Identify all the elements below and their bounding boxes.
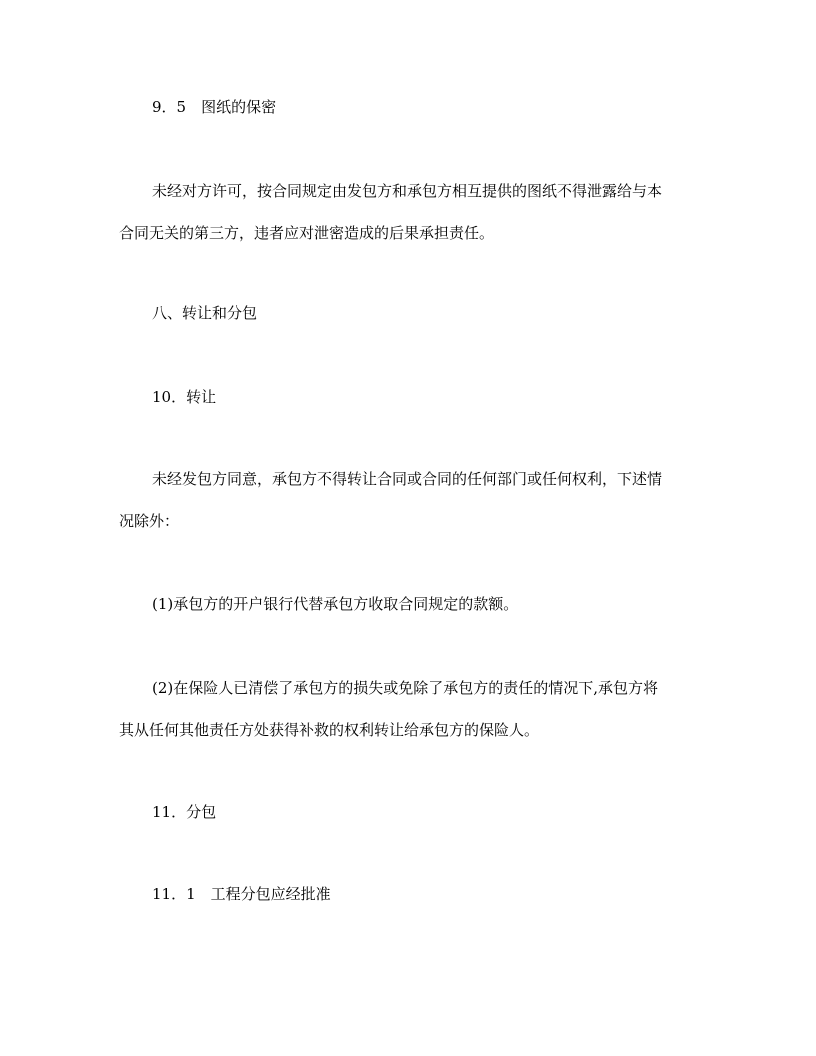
chapter-heading-8: 八、转让和分包 [152, 304, 258, 322]
list-item-1: (1)承包方的开户银行代替承包方收取合同规定的款额。 [152, 595, 519, 613]
paragraph-line: 未经对方许可，按合同规定由发包方和承包方相互提供的图纸不得泄露给与本 [152, 182, 663, 200]
section-heading-11: 11．分包 [152, 803, 217, 821]
list-item-2: (2)在保险人已清偿了承包方的损失或免除了承包方的责任的情况下,承包方将 [152, 679, 659, 697]
paragraph-line: 未经发包方同意，承包方不得转让合同或合同的任何部门或任何权利，下述情 [152, 470, 663, 488]
section-heading-11-1: 11．1 工程分包应经批准 [152, 885, 331, 903]
section-heading-9-5: 9．5 图纸的保密 [152, 98, 277, 116]
paragraph-line: 况除外： [119, 512, 180, 530]
section-heading-10: 10．转让 [152, 388, 217, 406]
paragraph-line: 其从任何其他责任方处获得补救的权利转让给承包方的保险人。 [119, 721, 540, 739]
paragraph-line: 合同无关的第三方，违者应对泄密造成的后果承担责任。 [119, 224, 495, 242]
